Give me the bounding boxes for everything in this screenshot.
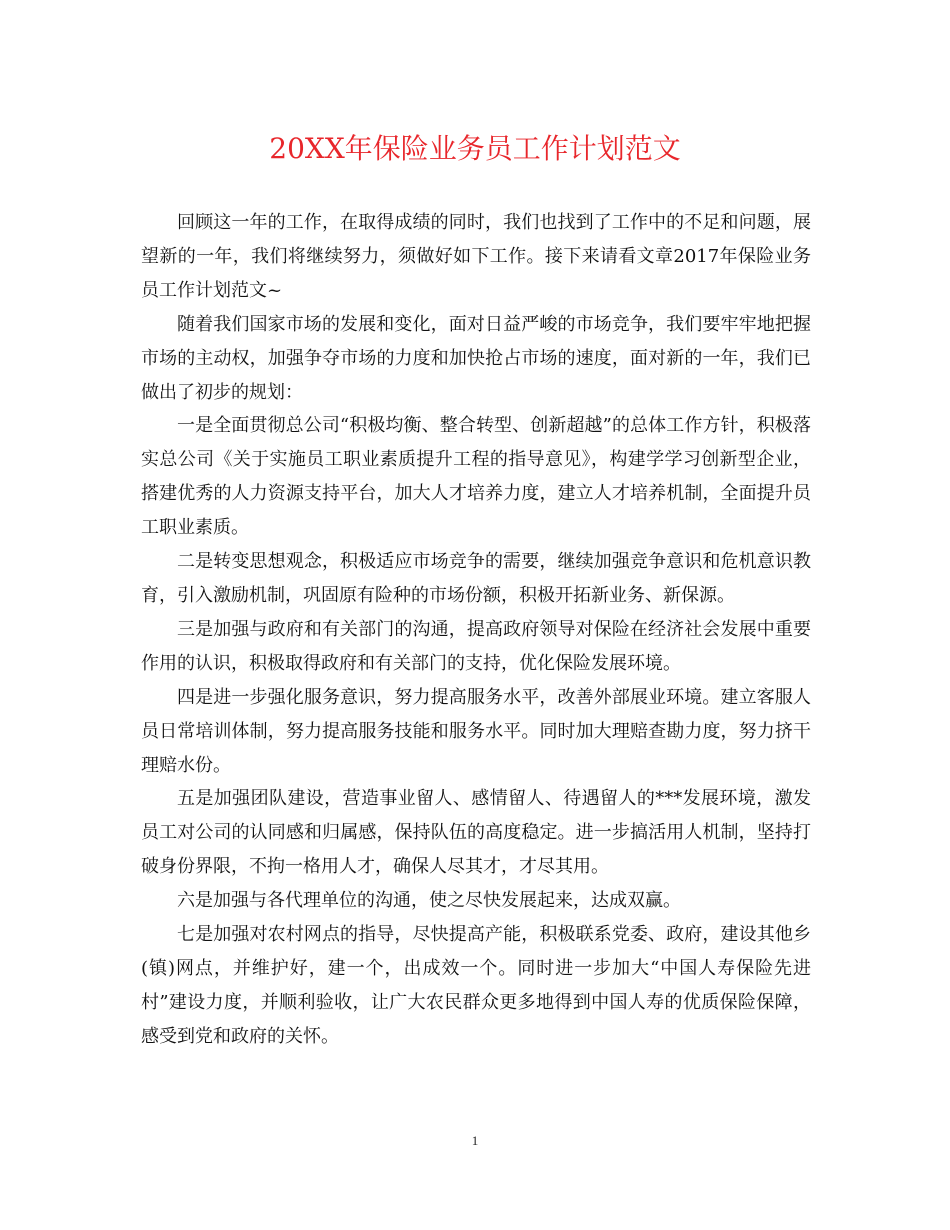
paragraph-context: 随着我们国家市场的发展和变化，面对日益严峻的市场竞争，我们要牢牢地把握市场的主动权，加强争夺市场的力度和加快抢占市场的速度，面对新的一年，我们已做出了初步的规划： [141, 313, 811, 403]
document-title: 20XX年保险业务员工作计划范文 [269, 132, 681, 165]
paragraph-item-3: 三是加强与政府和有关部门的沟通，提高政府领导对保险在经济社会发展中重要作用的认识，积极取得政府和有关部门的支持，优化保险发展环境。 [141, 618, 811, 674]
document-body [141, 206, 811, 1054]
paragraph-item-1: 一是全面贯彻总公司“积极均衡、整合转型、创新超越”的总体工作方针，积极落实总公司《关于实施员工职业素质提升工程的指导意见》，构建学学习创新型企业，搭建优秀的人力资源支持平台，加大人才培养力度，建立人才培养机制，全面提升员工职业素质。 [141, 415, 811, 539]
page-number: 1 [471, 1133, 479, 1148]
paragraph-intro: 回顾这一年的工作，在取得成绩的同时，我们也找到了工作中的不足和问题，展望新的一年，我们将继续努力，须做好如下工作。接下来请看文章2017年保险业务员工作计划范文~ [141, 212, 811, 301]
paragraph-item-5: 五是加强团队建设，营造事业留人、感情留人、待遇留人的***发展环境，激发员工对公司的认同感和归属感，保持队伍的高度稳定。进一步搞活用人机制，坚持打破身份界限，不拘一格用人才，确保人尽其才，才尽其用。 [141, 788, 811, 878]
paragraph-item-6: 六是加强与各代理单位的沟通，使之尽快发展起来，达成双赢。 [177, 890, 681, 912]
paragraph-item-7: 七是加强对农村网点的指导，尽快提高产能，积极联系党委、政府，建设其他乡(镇)网点，并维护好，建一个，出成效一个。同时进一步加大“中国人寿保险先进村”建设力度，并顺利验收，让广大农民群众更多地得到中国人寿的优质保险保障，感受到党和政府的关怀。 [141, 924, 811, 1047]
paragraph-item-2: 二是转变思想观念，积极适应市场竞争的需要，继续加强竞争意识和危机意识教育，引入激励机制，巩固原有险种的市场份额，积极开拓新业务、新保源。 [141, 551, 811, 606]
paragraph-item-4: 四是进一步强化服务意识，努力提高服务水平，改善外部展业环境。建立客服人员日常培训体制，努力提高服务技能和服务水平。同时加大理赔查勘力度，努力挤干理赔水份。 [141, 686, 811, 776]
